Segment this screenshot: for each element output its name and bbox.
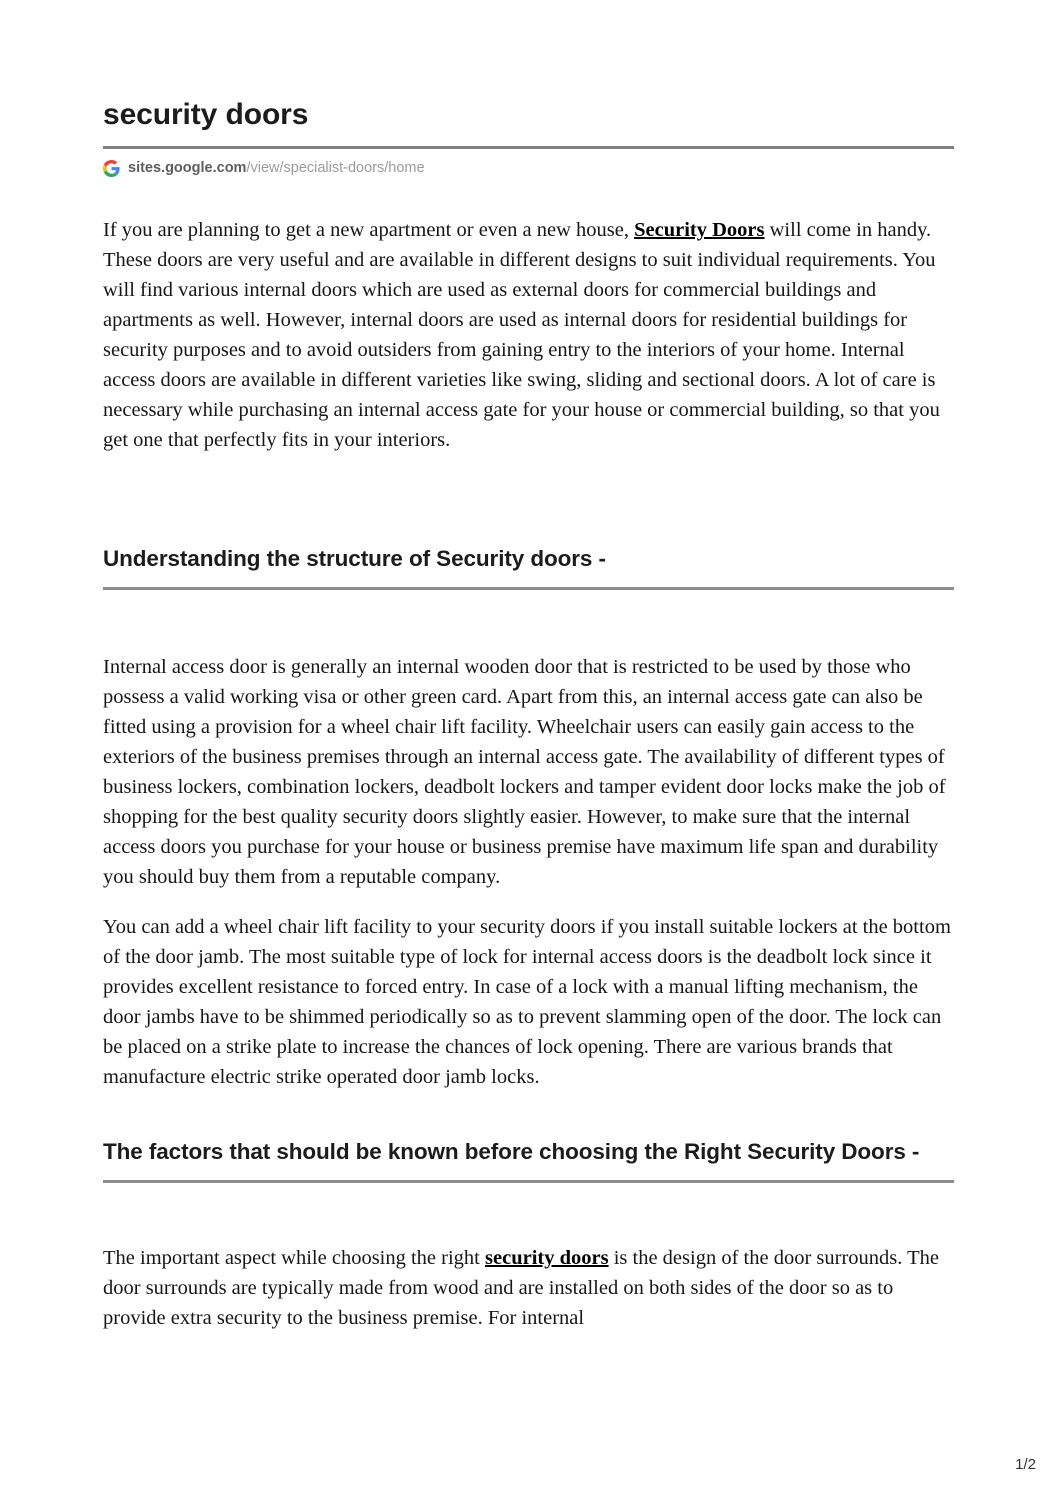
page-content <box>103 0 954 1333</box>
section1-divider <box>103 587 954 590</box>
section2-divider <box>103 1180 954 1183</box>
source-domain: sites.google.com <box>128 160 247 177</box>
section-understanding-structure <box>103 543 954 1092</box>
security-doors-link[interactable]: Security Doors <box>634 219 765 241</box>
section1-paragraph-1: Internal access door is generally an internal wooden door that is restricted to be used by those who possess a valid working visa or other green card. Apart from this, an internal access gate can also be fitted using a provision for a wheel chair lift facility. Wheelchair users can easily gain access to the exteriors of the business premises through an internal access gate. The availability of different types of business lockers, combination lockers, deadbolt lockers and tamper evident door locks make the job of shopping for the best quality security doors slightly easier. However, to make sure that the internal access doors you purchase for your house or business premise have maximum life span and durability you should buy them from a reputable company. <box>103 656 946 888</box>
intro-text-after-link: will come in handy. These doors are very useful and are available in different designs to suit individual requirements. You will find various internal doors which are used as external doors for commercial buildings and apartments as well. However, internal doors are used as internal doors for residential buildings for security purposes and to avoid outsiders from gaining entry to the interiors of your home. Internal access doors are available in different varieties like swing, sliding and sectional doors. A lot of care is necessary while purchasing an internal access gate for your house or commercial building, so that you get one that perfectly fits in your interiors. <box>103 219 940 451</box>
section2-body <box>103 1243 954 1333</box>
section-factors-right-doors <box>103 1136 954 1333</box>
security-doors-link-2[interactable]: security doors <box>485 1247 609 1269</box>
section1-body <box>103 652 954 1092</box>
source-url-line <box>103 160 954 177</box>
section2-text-after-link: is the design of the door surrounds. The door surrounds are typically made from wood and are installed on both sides of the door so as to provide extra security to the business premise. For internal <box>103 1247 940 1329</box>
page-number: 1/2 <box>1015 1456 1036 1473</box>
intro-text-before-link: If you are planning to get a new apartment or even a new house, <box>103 219 635 241</box>
intro-paragraph <box>103 215 954 455</box>
section1-heading: Understanding the structure of Security doors - <box>103 546 606 571</box>
section2-paragraph-1 <box>103 1243 954 1333</box>
section1-paragraph-2: You can add a wheel chair lift facility to your security doors if you install suitable lockers at the bottom of the door jamb. The most suitable type of lock for internal access doors is the deadbolt lock since it provides excellent resistance to forced entry. In case of a lock with a manual lifting mechanism, the door jambs have to be shimmed periodically so as to prevent slamming open of the door. The lock can be placed on a strike plate to increase the chances of lock opening. There are various brands that manufacture electric strike operated door jamb locks. <box>103 916 951 1088</box>
google-g-icon <box>103 160 120 177</box>
source-path: /view/specialist-doors/home <box>246 160 425 177</box>
section2-heading: The factors that should be known before choosing the Right Security Doors - <box>103 1139 920 1164</box>
page-title: security doors <box>103 98 309 131</box>
title-divider <box>103 146 954 149</box>
intro-block <box>103 215 954 455</box>
section2-text-before-link: The important aspect while choosing the right <box>103 1247 486 1269</box>
